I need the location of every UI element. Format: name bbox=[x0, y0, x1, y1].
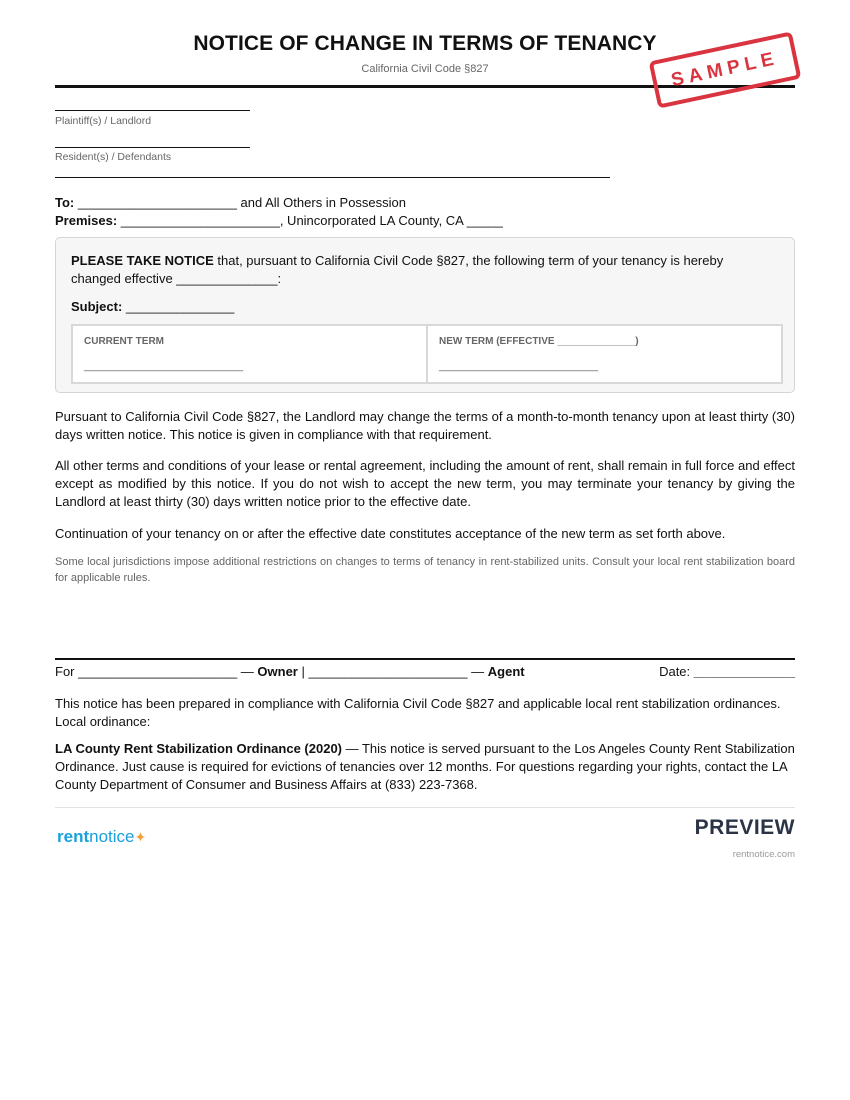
plaintiff-line bbox=[55, 110, 250, 111]
ordinance-title: LA County Rent Stabilization Ordinance (2020) bbox=[55, 741, 342, 756]
premises-line bbox=[55, 213, 503, 228]
notice-lead: PLEASE TAKE NOTICE bbox=[71, 253, 214, 268]
agent-line: | ______________________ — bbox=[297, 664, 488, 679]
subject-value: _______________ bbox=[122, 299, 235, 314]
sample-stamp-text: SAMPLE bbox=[669, 47, 781, 92]
compliance-text: This notice has been prepared in compliance with California Civil Code §827 and applicable local rent stabilization ordinances. Local ordinance: bbox=[55, 696, 781, 729]
current-term-value: __________________________ bbox=[84, 360, 244, 372]
logo-rent: rent bbox=[57, 827, 90, 846]
ordinance-paragraph bbox=[55, 740, 795, 794]
premises-value: ______________________, Unincorporated LA County, CA _____ bbox=[117, 213, 503, 228]
current-term-header: CURRENT TERM bbox=[84, 336, 164, 347]
new-term-cell bbox=[426, 326, 781, 382]
subject-label: Subject: bbox=[71, 299, 123, 314]
site-url: rentnotice.com bbox=[732, 849, 795, 860]
jurisdiction-note: Some local jurisdictions impose additional restrictions on changes to terms of tenancy in rent-stabilized units. Consult your local rent stabilization board for applicable rules. bbox=[55, 556, 795, 584]
date-value: ______________ bbox=[693, 664, 795, 679]
notice-box bbox=[55, 237, 795, 393]
signature-rule bbox=[55, 658, 795, 660]
ordinance-text: — This notice is served pursuant to the Los Angeles County Rent Stabilization Ordinance. Just cause is required for evictions of tenancies over 12 months. For questions regarding your rights, contact the LA County Department of Consumer and Business Affairs at (833) 223-7368. bbox=[55, 741, 795, 792]
page-title: NOTICE OF CHANGE IN TERMS OF TENANCY bbox=[193, 32, 657, 55]
owner-label: Owner bbox=[257, 664, 298, 679]
sparkle-icon: ✦ bbox=[134, 829, 147, 845]
date-field bbox=[659, 664, 795, 679]
rentnotice-logo bbox=[57, 827, 146, 847]
for-label: For ______________________ — bbox=[55, 664, 258, 679]
terms-table bbox=[71, 324, 783, 384]
resident-label: Resident(s) / Defendants bbox=[55, 151, 172, 163]
notice-paragraph bbox=[71, 252, 771, 288]
preview-label: PREVIEW bbox=[694, 816, 795, 839]
case-line bbox=[55, 177, 610, 178]
body-paragraph-3: Continuation of your tenancy on or after the effective date constitutes acceptance of the new term as set forth above. bbox=[55, 526, 726, 541]
page-subtitle: California Civil Code §827 bbox=[361, 63, 489, 75]
body-paragraph-1: Pursuant to California Civil Code §827, the Landlord may change the terms of a month-to-month tenancy upon at least thirty (30) days written notice. This notice is given in compliance with that requirement. bbox=[55, 409, 795, 442]
current-term-cell bbox=[73, 326, 426, 382]
logo-notice: notice bbox=[89, 827, 135, 846]
new-term-value: __________________________ bbox=[439, 360, 599, 372]
subject-line bbox=[71, 299, 234, 314]
plaintiff-label: Plaintiff(s) / Landlord bbox=[55, 115, 152, 127]
premises-label: Premises: bbox=[55, 213, 118, 228]
date-label: Date: bbox=[659, 664, 694, 679]
agent-label: Agent bbox=[487, 664, 525, 679]
signature-row bbox=[55, 664, 795, 679]
to-label: To: bbox=[55, 195, 75, 210]
body-paragraph-2: All other terms and conditions of your lease or rental agreement, including the amount of rent, shall remain in full force and effect except as modified by this notice. If you do not wish to accept the new term, you may terminate your tenancy by giving the Landlord at least thirty (30) days written notice prior to the effective date. bbox=[55, 458, 795, 509]
footer-rule bbox=[55, 807, 795, 808]
notice-text: that, pursuant to California Civil Code §827, the following term of your tenancy is hereby changed effective ______________: bbox=[71, 253, 724, 286]
new-term-header: NEW TERM (EFFECTIVE ______________) bbox=[439, 336, 639, 347]
resident-line bbox=[55, 147, 250, 148]
to-line bbox=[55, 195, 406, 210]
to-value: ______________________ and All Others in Possession bbox=[74, 195, 407, 210]
